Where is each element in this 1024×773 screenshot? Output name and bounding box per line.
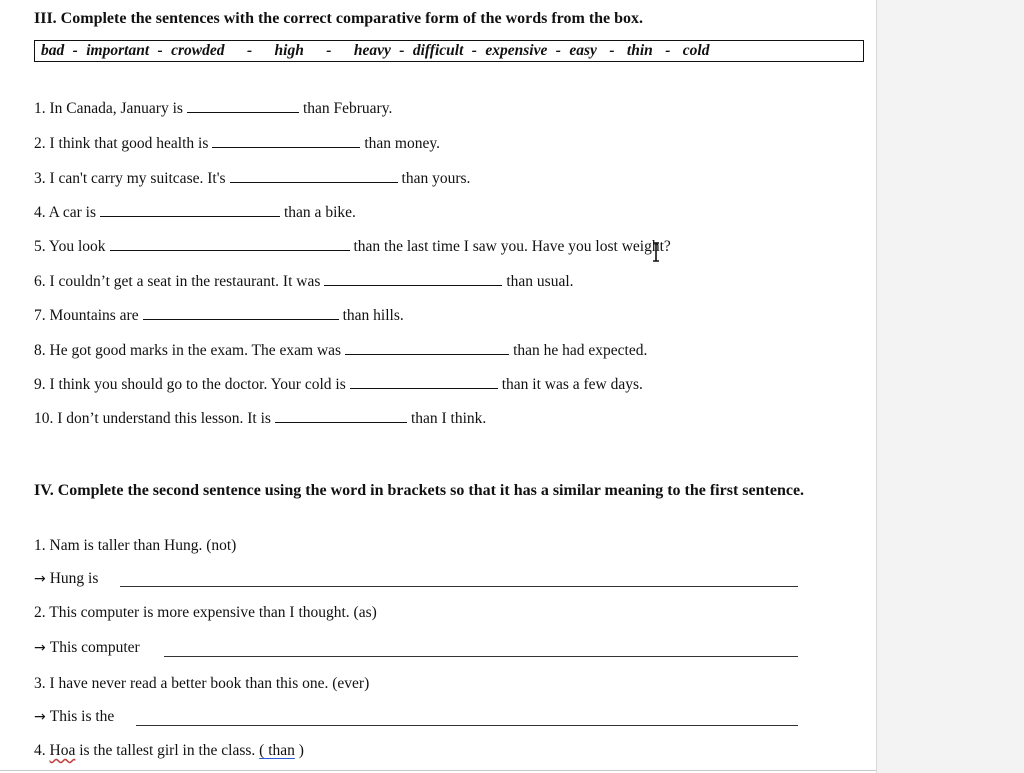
item-text: 9. I think you should go to the doctor. Your cold is: [34, 376, 346, 393]
answer-blank[interactable]: [143, 305, 339, 320]
answer-blank[interactable]: [350, 374, 498, 389]
word-box-item: bad: [41, 42, 65, 59]
item-text: 1. In Canada, January is: [34, 100, 183, 117]
answer-start-text: This computer: [49, 639, 140, 656]
answer-blank[interactable]: [164, 656, 798, 657]
section-3-heading: III. Complete the sentences with the correct comparative form of the words from the box.: [34, 10, 644, 27]
word-box-separator: -: [471, 42, 477, 59]
word-box-item: expensive: [485, 42, 548, 59]
word-box-separator: -: [665, 42, 671, 59]
answer-line: [34, 638, 140, 658]
exercise-item: [34, 741, 304, 761]
item-text: 4.: [34, 742, 50, 759]
exercise-item: [34, 271, 574, 292]
section-4-heading: IV. Complete the second sentence using the word in brackets so that it has a similar meaning to the first sentence.: [34, 482, 805, 499]
item-text: than I think.: [410, 410, 487, 427]
viewer-background: [876, 0, 1024, 773]
item-text: 4. A car is: [34, 204, 96, 221]
item-text: 7. Mountains are: [34, 307, 139, 324]
answer-blank[interactable]: [212, 133, 360, 148]
item-text: is the tallest girl in the class.: [75, 742, 260, 759]
exercise-item: [34, 340, 647, 361]
answer-line: [34, 569, 98, 589]
word-box-separator: -: [326, 42, 332, 59]
item-text: than the last time I saw you. Have you: [353, 238, 592, 255]
item-text: than hills.: [342, 307, 404, 324]
arrow-icon: →: [34, 571, 46, 587]
item-text: 6. I couldn’t get a seat in the restaurant. It was: [34, 273, 321, 290]
answer-start-text: Hung is: [49, 570, 99, 587]
word-box-separator: -: [157, 42, 163, 59]
word-box-separator: -: [399, 42, 405, 59]
word-box-item: heavy: [353, 42, 391, 59]
text-cursor-icon: [651, 242, 661, 262]
exercise-item: [34, 98, 392, 119]
answer-blank[interactable]: [100, 202, 280, 217]
item-text: lost weight?: [595, 238, 671, 255]
item-text: than a bike.: [284, 204, 356, 221]
exercise-item: 3. I have never read a better book than this one. (ever): [34, 675, 370, 692]
item-text: than money.: [364, 135, 440, 152]
answer-blank[interactable]: [275, 408, 407, 423]
arrow-icon: →: [34, 640, 46, 656]
answer-blank[interactable]: [120, 586, 798, 587]
answer-blank[interactable]: [324, 271, 502, 286]
exercise-item: 2. This computer is more expensive than I thought. (as): [34, 604, 377, 621]
word-box-item: easy: [569, 42, 597, 59]
word-box: [34, 40, 864, 62]
answer-blank[interactable]: [110, 236, 350, 251]
word-box-item: important: [86, 42, 150, 59]
word-box-item: thin: [626, 42, 653, 59]
item-text: 5. You look: [34, 238, 106, 255]
word-box-item: cold: [682, 42, 710, 59]
item-text: 2. I think that good health is: [34, 135, 209, 152]
item-text: 8. He got good marks in the exam. The exam was: [34, 342, 342, 359]
item-text: ): [294, 742, 304, 759]
answer-blank[interactable]: [187, 98, 299, 113]
exercise-item: [34, 133, 440, 154]
word-box-separator: -: [609, 42, 615, 59]
item-text: 10. I don’t understand this lesson. It is: [34, 410, 271, 427]
exercise-item: [34, 202, 356, 223]
word-box-separator: -: [246, 42, 253, 59]
answer-blank[interactable]: [136, 725, 798, 726]
word-box-item: difficult: [412, 42, 464, 59]
item-text: than he had expected.: [513, 342, 648, 359]
exercise-item: [34, 236, 671, 257]
word-box-item: high: [274, 42, 304, 59]
word-box-separator: -: [72, 42, 78, 59]
answer-line: [34, 707, 114, 727]
grammar-check-text: ( than: [259, 742, 295, 759]
answer-blank[interactable]: [345, 340, 509, 355]
exercise-item: 1. Nam is taller than Hung. (not): [34, 537, 237, 554]
answer-blank[interactable]: [230, 168, 398, 183]
item-text: than yours.: [401, 170, 471, 187]
item-text: than February.: [302, 100, 393, 117]
exercise-item: [34, 305, 404, 326]
item-text: 3. I can't carry my suitcase. It's: [34, 170, 226, 187]
item-text: than it was a few days.: [501, 376, 643, 393]
arrow-icon: →: [34, 709, 46, 725]
word-box-item: crowded: [171, 42, 225, 59]
page-bottom-border: [0, 770, 876, 771]
exercise-item: [34, 168, 470, 189]
answer-start-text: This is the: [49, 708, 115, 725]
exercise-item: [34, 374, 643, 395]
exercise-item: [34, 408, 486, 429]
spellcheck-word: Hoa: [49, 742, 76, 759]
word-box-separator: -: [555, 42, 561, 59]
item-text: than usual.: [506, 273, 574, 290]
